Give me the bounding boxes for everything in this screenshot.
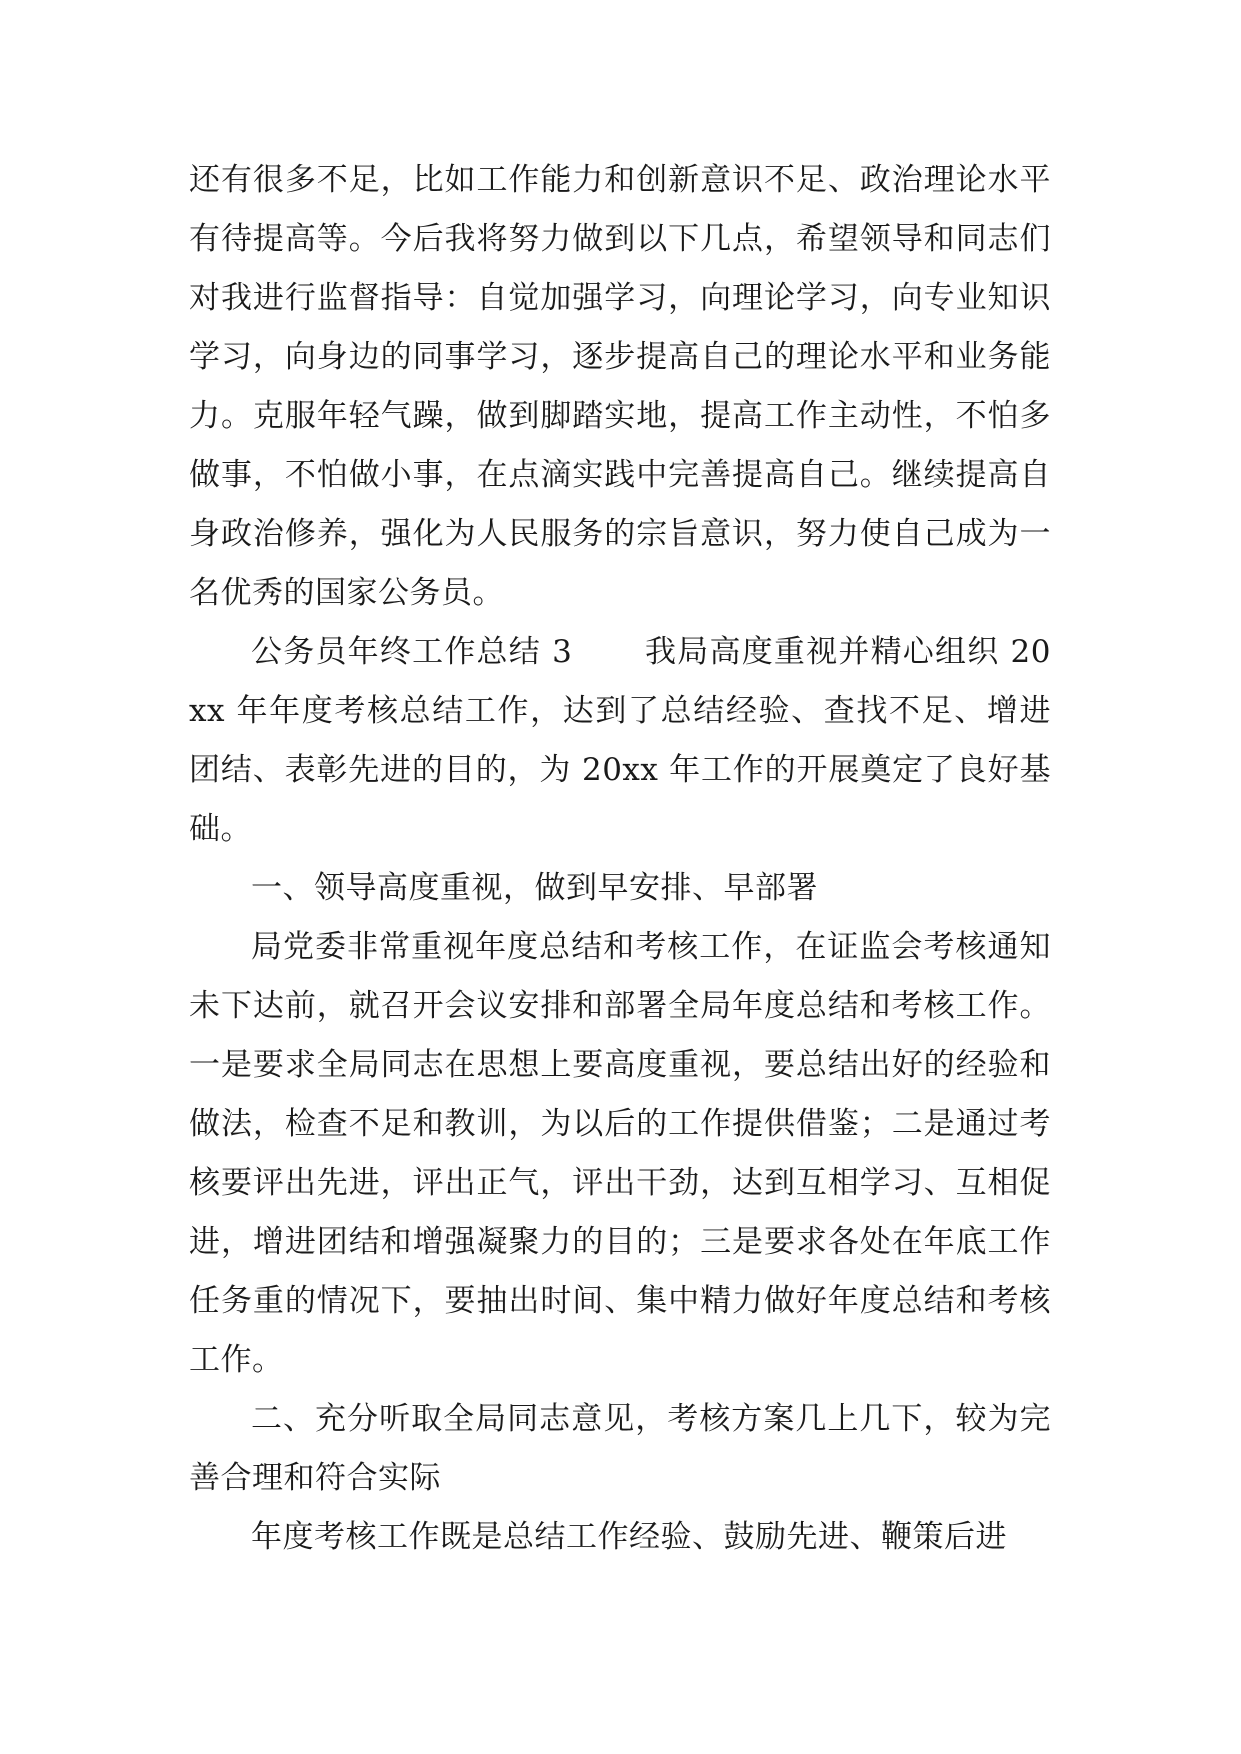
section-title: 公务员年终工作总结 3 xyxy=(251,634,573,670)
heading-two: 二、充分听取全局同志意见，考核方案几上几下，较为完善合理和符合实际 xyxy=(189,1401,1051,1496)
paragraph-4: 局党委非常重视年度总结和考核工作，在证监会考核通知未下达前，就召开会议安排和部署全局年度总结和考核工作。一是要求全局同志在思想上要高度重视，要总结出好的经验和做法，检查不足和教训，为以后的工作提供借鉴；二是通过考核要评出先进，评出正气，评出干劲，达到互相学习、互相促进，增进团结和增强凝聚力的目的；三是要求各处在年底工作任务重的情况下，要抽出时间、集中精力做好年度总结和考核工作。 xyxy=(189,929,1051,1378)
paragraph-1: 还有很多不足，比如工作能力和创新意识不足、政治理论水平有待提高等。今后我将努力做到以下几点，希望领导和同志们对我进行监督指导：自觉加强学习，向理论学习，向专业知识学习，向身边的同事学习，逐步提高自己的理论水平和业务能力。克服年轻气躁，做到脚踏实地，提高工作主动性，不怕多做事，不怕做小事，在点滴实践中完善提高自己。继续提高自身政治修养，强化为人民服务的宗旨意识，努力使自己成为一名优秀的国家公务员。 xyxy=(189,162,1051,611)
paragraph-2-text: 我局高度重视并精心组织 20xx 年年度考核总结工作，达到了总结经验、查找不足、增进团结、表彰先进的目的，为 20xx 年工作的开展奠定了良好基础。 xyxy=(189,634,1051,847)
paragraph-6: 年度考核工作既是总结工作经验、鼓励先进、鞭策后进 xyxy=(251,1519,1007,1555)
document-body xyxy=(189,151,1051,1567)
heading-one: 一、领导高度重视，做到早安排、早部署 xyxy=(251,870,818,906)
paragraph-2 xyxy=(189,623,1051,859)
